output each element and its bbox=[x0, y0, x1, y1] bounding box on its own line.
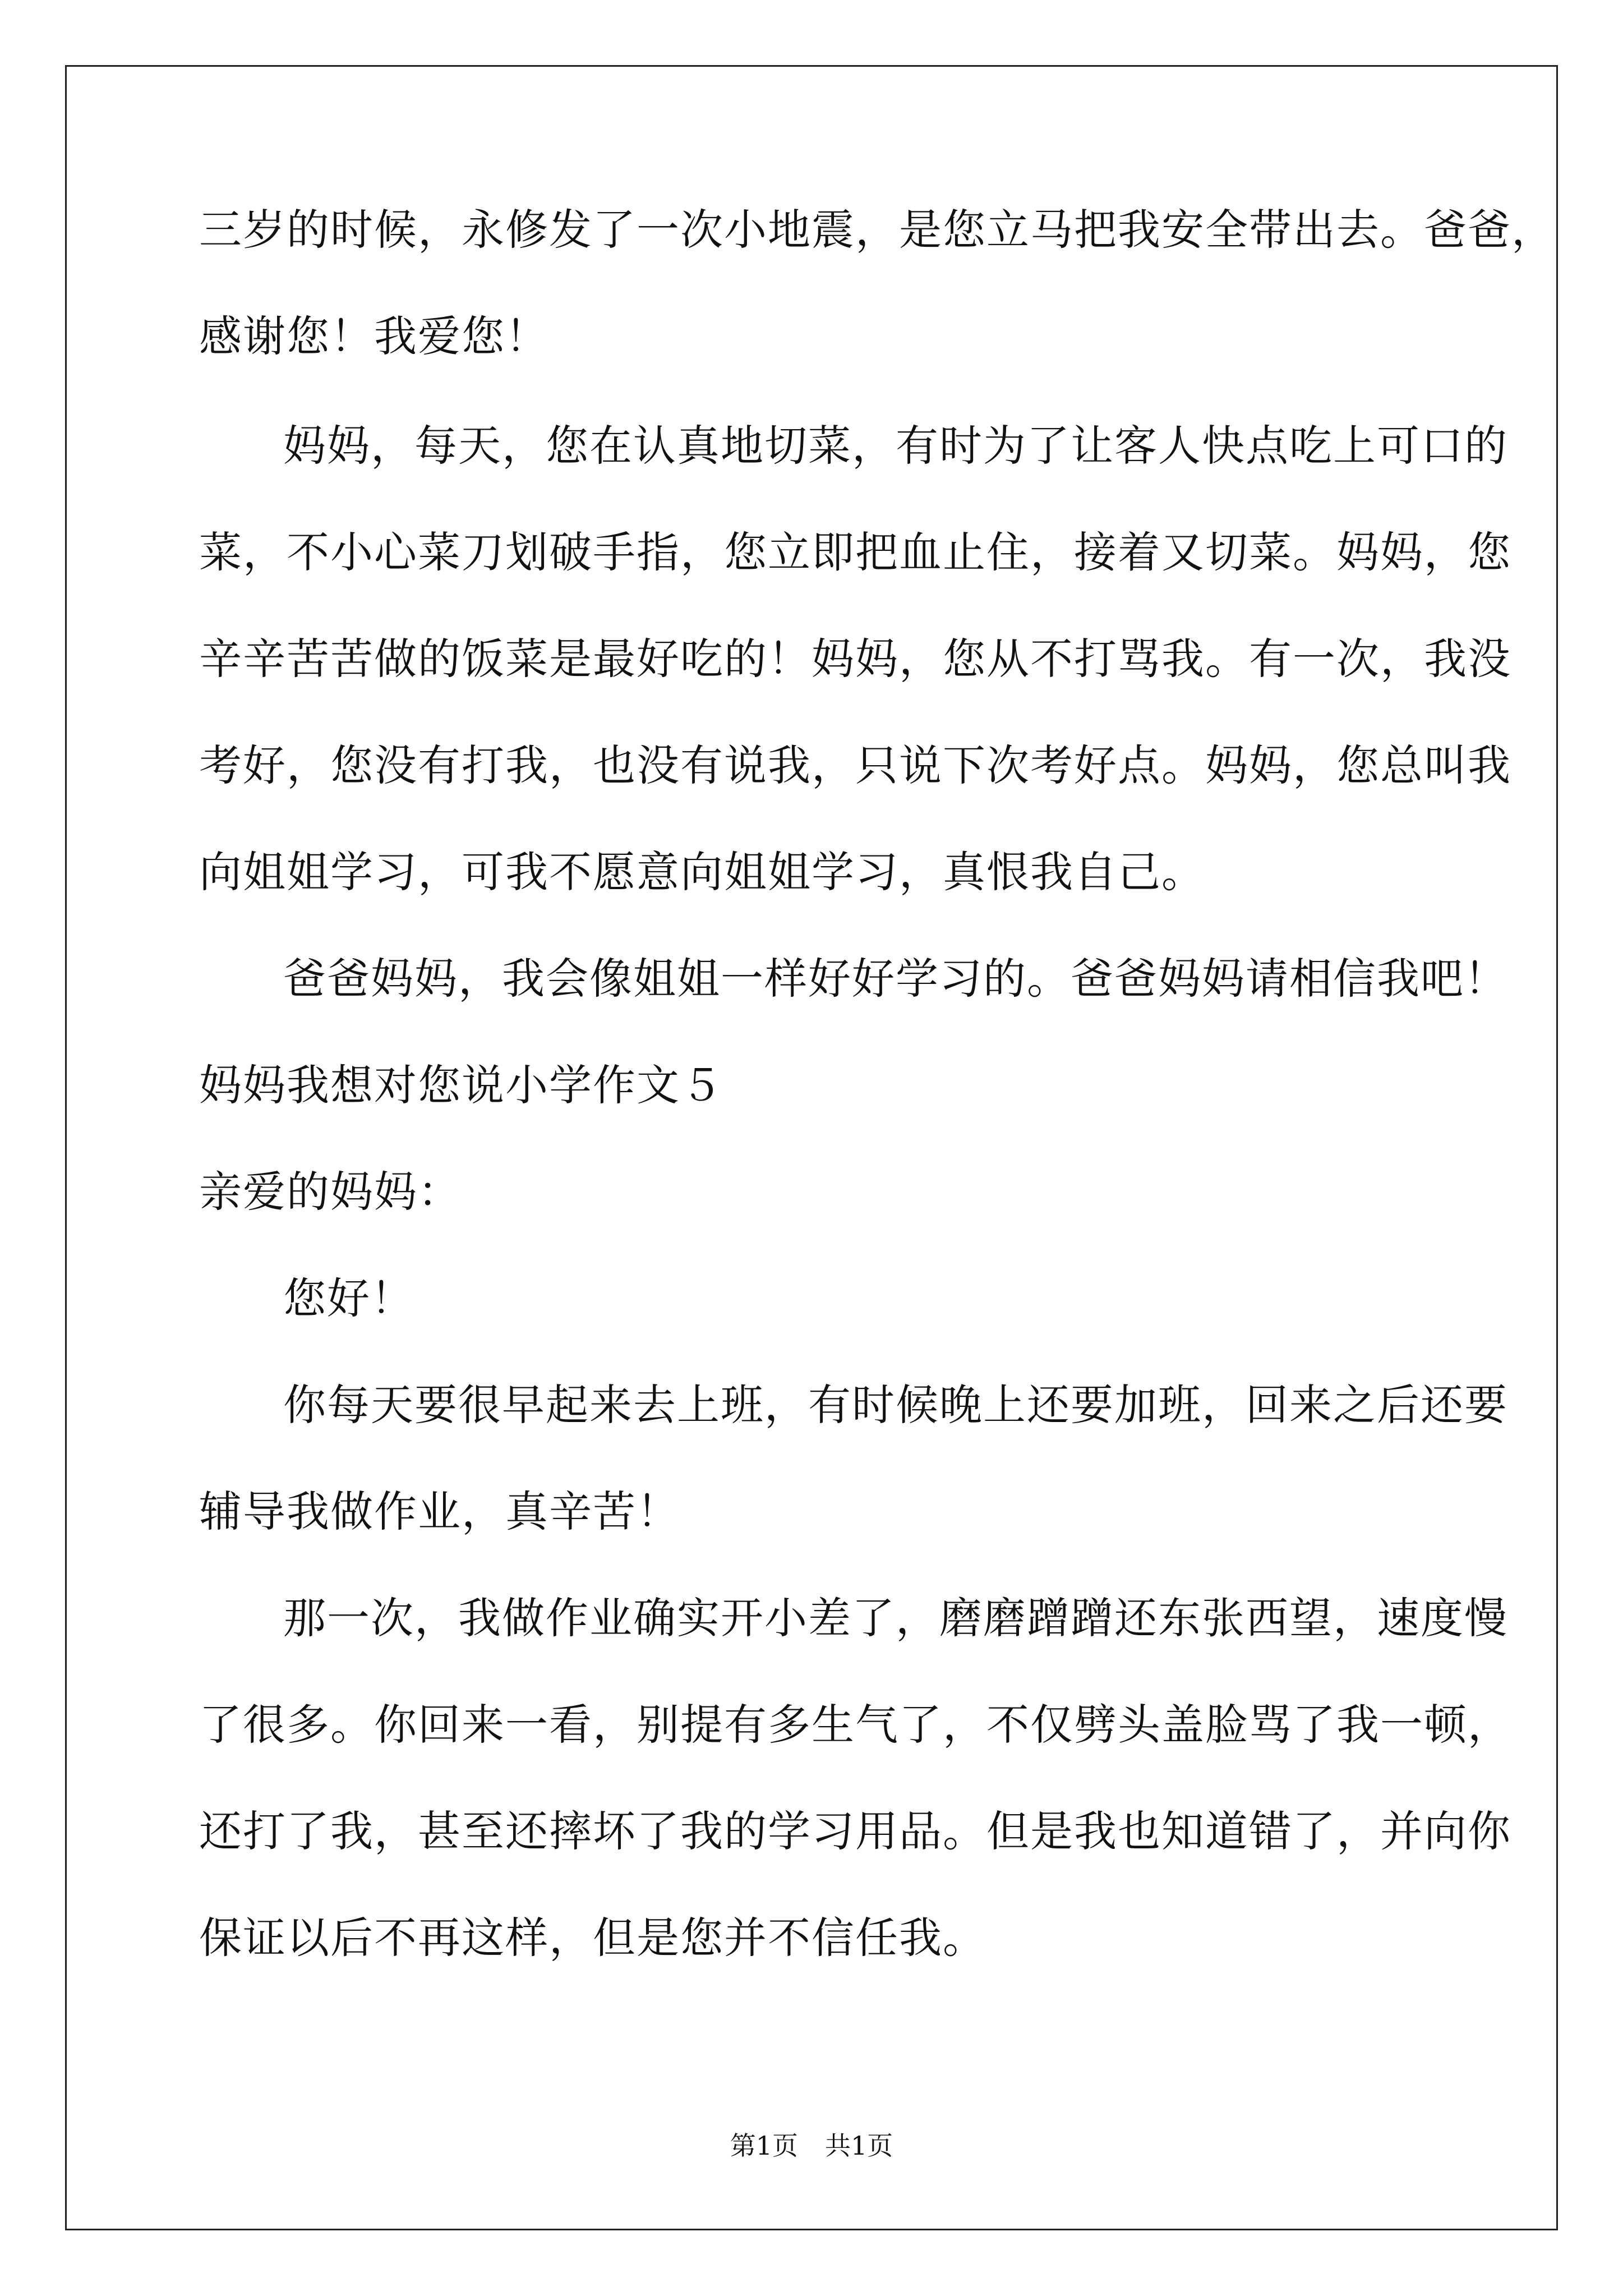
greeting: 您好！ bbox=[283, 1273, 414, 1323]
text-line: 了很多。你回来一看，别提有多生气了，不仅劈头盖脸骂了我一顿， bbox=[199, 1700, 1511, 1750]
page-number: 第1页 bbox=[730, 2131, 798, 2161]
text-line: 考好，您没有打我，也没有说我，只说下次考好点。妈妈，您总叫我 bbox=[199, 740, 1511, 790]
salutation: 亲爱的妈妈： bbox=[199, 1167, 462, 1217]
text-line: 感谢您！我爱您！ bbox=[199, 311, 549, 361]
text-line: 保证以后不再这样，但是您并不信任我。 bbox=[199, 1913, 986, 1963]
text-line: 菜，不小心菜刀划破手指，您立即把血止住，接着又切菜。妈妈，您 bbox=[199, 527, 1511, 577]
page-total: 共1页 bbox=[825, 2131, 893, 2161]
text-line: 向姐姐学习，可我不愿意向姐姐学习，真恨我自己。 bbox=[199, 847, 1205, 897]
text-line: 辅导我做作业，真辛苦！ bbox=[199, 1487, 680, 1536]
text-line: 还打了我，甚至还摔坏了我的学习用品。但是我也知道错了，并向你 bbox=[199, 1806, 1511, 1856]
paragraph-start-line: 爸爸妈妈，我会像姐姐一样好好学习的。爸爸妈妈请相信我吧！ bbox=[283, 954, 1508, 1004]
section-title: 妈妈我想对您说小学作文５ bbox=[199, 1060, 724, 1110]
text-line: 辛辛苦苦做的饭菜是最好吃的！妈妈，您从不打骂我。有一次，我没 bbox=[199, 634, 1511, 684]
page-border bbox=[65, 65, 1558, 2230]
text-line: 三岁的时候，永修发了一次小地震，是您立马把我安全带出去。爸爸， bbox=[199, 205, 1555, 255]
paragraph-start-line: 你每天要很早起来去上班，有时候晚上还要加班，回来之后还要 bbox=[283, 1380, 1508, 1430]
paragraph-start-line: 那一次，我做作业确实开小差了，磨磨蹭蹭还东张西望，速度慢 bbox=[283, 1593, 1508, 1643]
paragraph-start-line: 妈妈，每天，您在认真地切菜，有时为了让客人快点吃上可口的 bbox=[283, 421, 1508, 471]
page-footer bbox=[0, 2129, 1623, 2162]
